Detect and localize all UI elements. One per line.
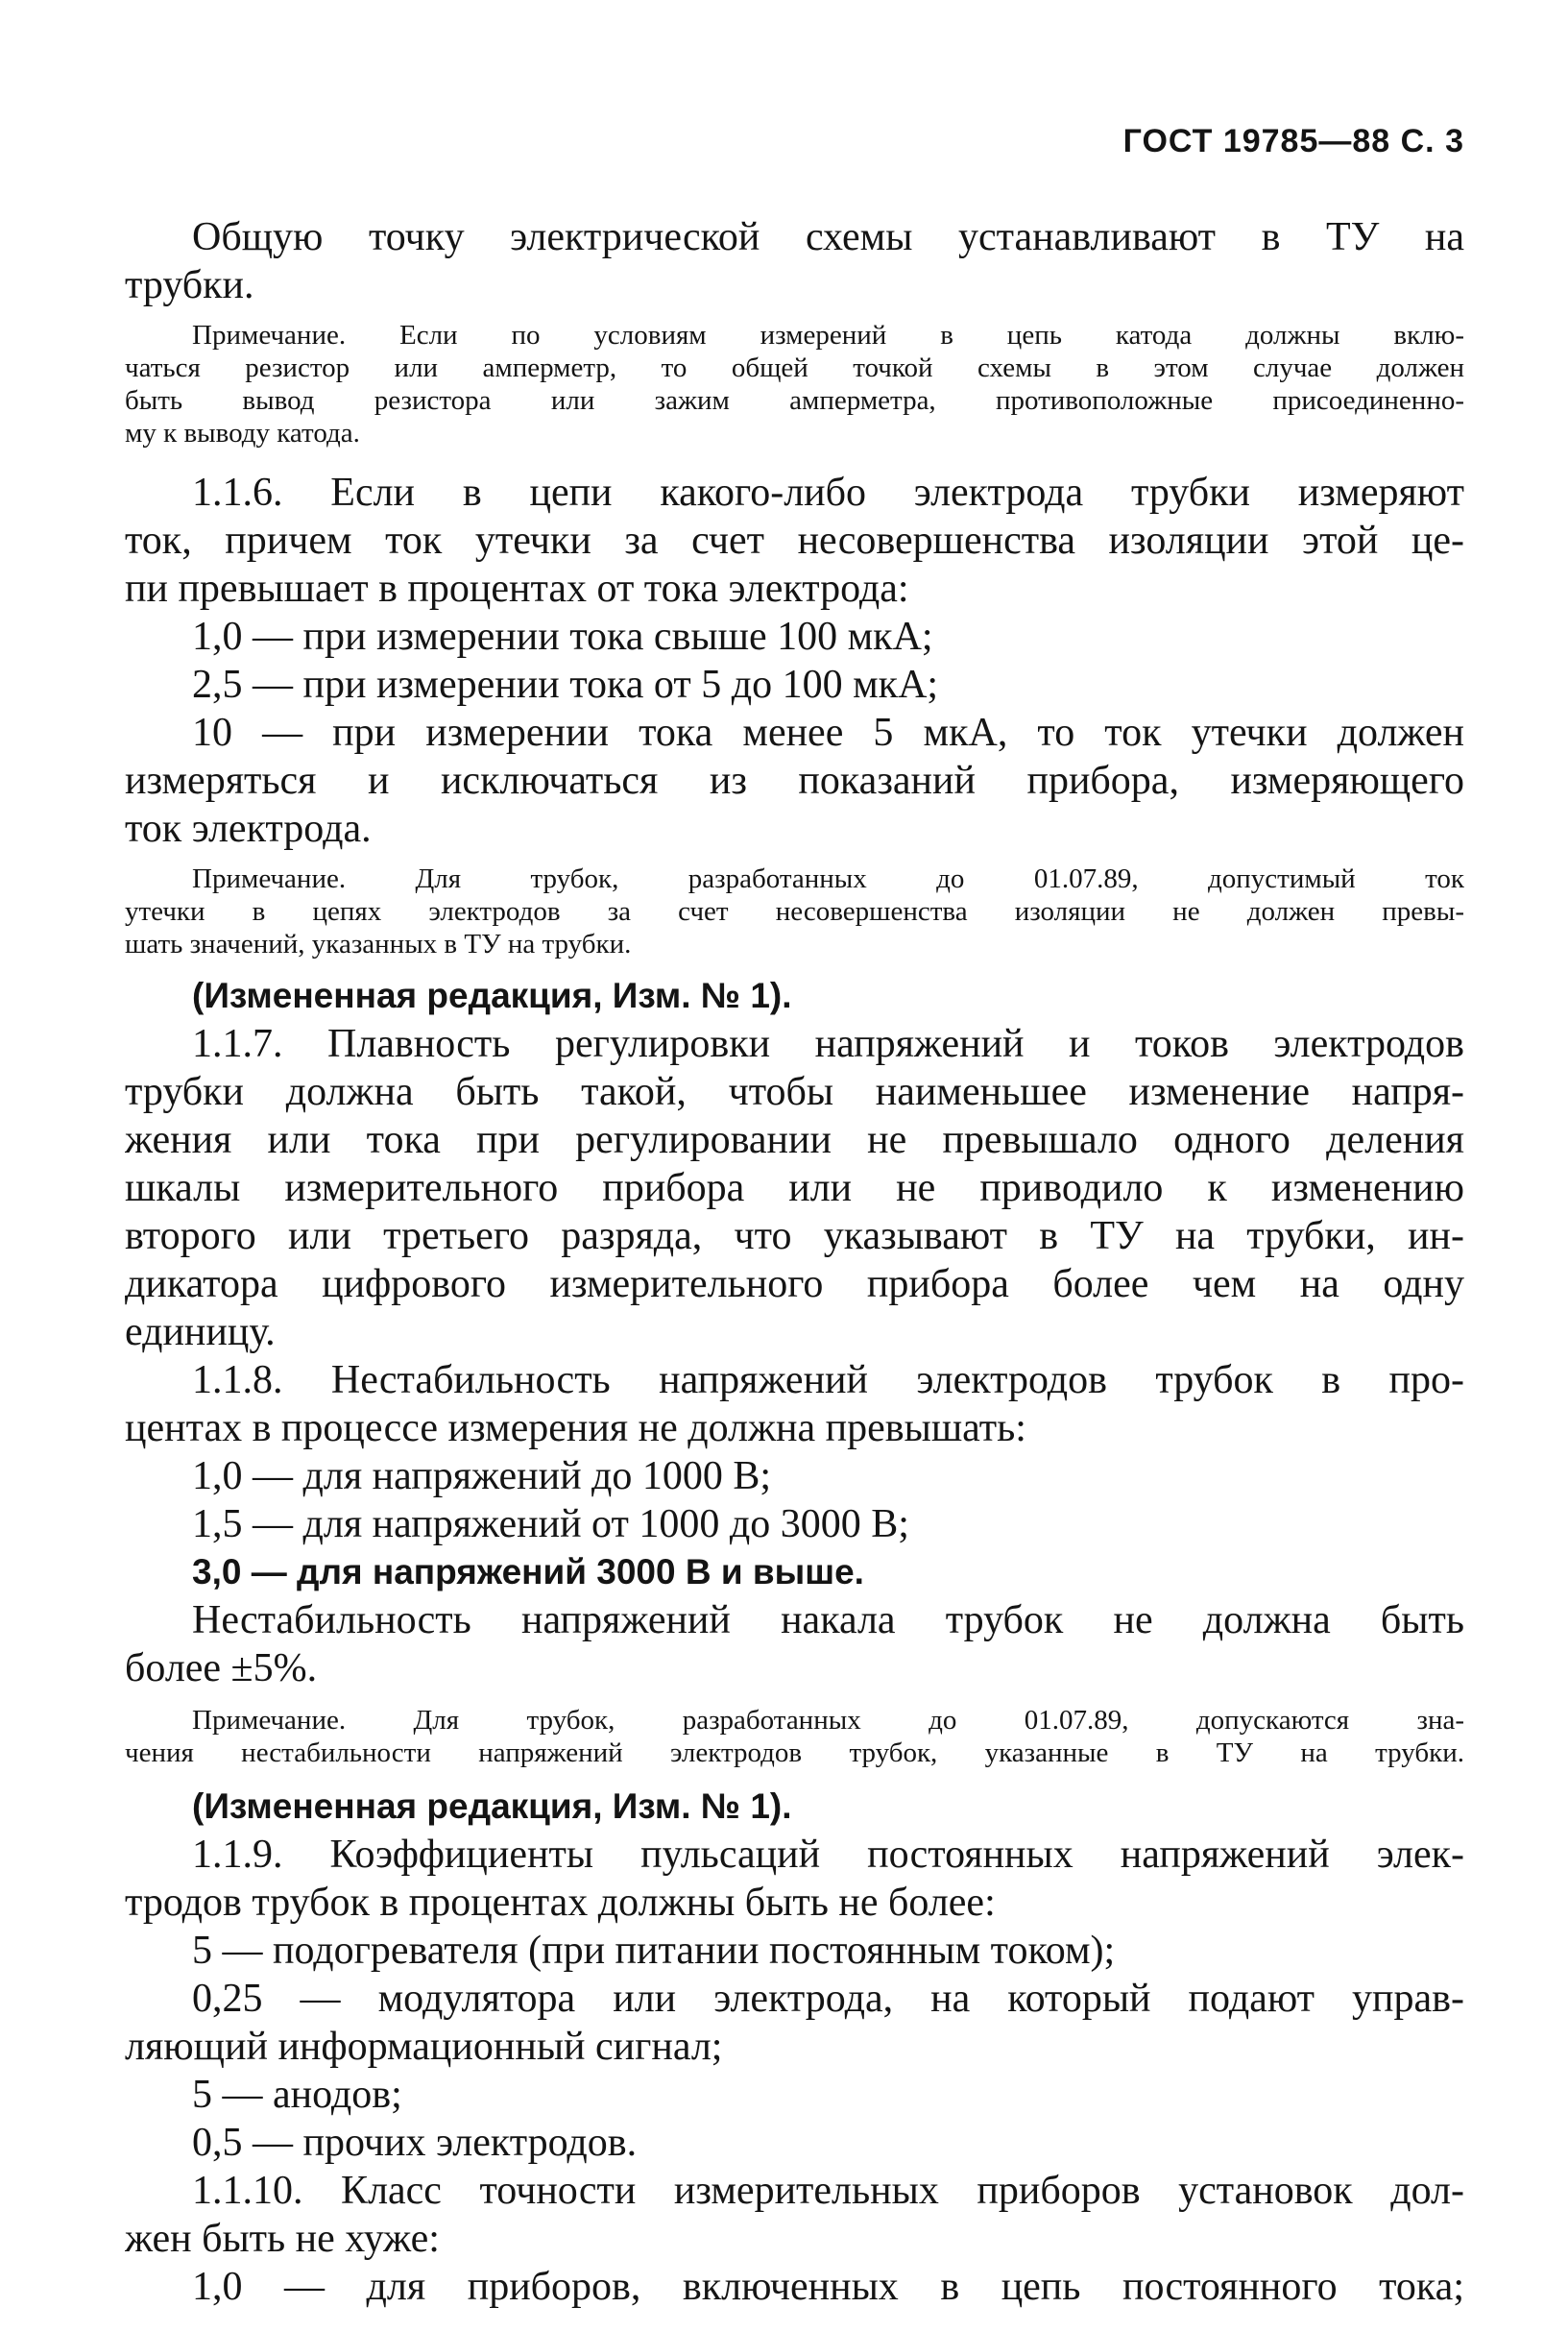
text-line: 3,0 — для напряжений 3000 В и выше. (192, 1552, 864, 1591)
text-line: центах в процессе измерения не должна превышать: (125, 1406, 1026, 1450)
text-line: (Измененная редакция, Изм. № 1). (192, 1786, 792, 1826)
text-line: чения нестабильности напряжений электродов трубок, указанные в ТУ на трубки. (125, 1737, 1464, 1768)
text-line: утечки в цепях электродов за счет несовершенства изоляции не должен превы- (125, 896, 1464, 927)
text-line: 1,0 — для напряжений до 1000 В; (192, 1454, 772, 1498)
text-line: 1,0 — для приборов, включенных в цепь постоянного тока; (192, 2265, 1464, 2309)
text-line: Общую точку электрической схемы устанавливают в ТУ на (192, 215, 1464, 259)
text-line: дикатора цифрового измерительного прибора более чем на одну (125, 1262, 1464, 1306)
text-line: ток электрода. (125, 807, 372, 851)
text-line: жения или тока при регулировании не превышало одного деления (125, 1118, 1464, 1162)
text-line: му к выводу катода. (125, 418, 360, 449)
text-line: Примечание. Если по условиям измерений в цепь катода должны вклю- (192, 320, 1464, 351)
text-line: ток, причем ток утечки за счет несовершенства изоляции этой це- (125, 519, 1464, 563)
text-line: 1.1.9. Коэффициенты пульсаций постоянных напряжений элек- (192, 1833, 1464, 1877)
text-line: измеряться и исключаться из показаний прибора, измеряющего (125, 759, 1464, 803)
text-line: шкалы измерительного прибора или не приводило к изменению (125, 1166, 1464, 1210)
text-line: тродов трубок в процентах должны быть не более: (125, 1881, 996, 1925)
text-line: второго или третьего разряда, что указывают в ТУ на трубки, ин- (125, 1214, 1464, 1258)
text-line: жен быть не хуже: (125, 2217, 440, 2261)
text-line: шать значений, указанных в ТУ на трубки. (125, 929, 632, 960)
text-line: 1.1.7. Плавность регулировки напряжений и токов электродов (192, 1022, 1464, 1066)
text-line: быть вывод резистора или зажим амперметра, противоположные присоединенно- (125, 385, 1464, 416)
text-line: более ±5%. (125, 1646, 318, 1690)
text-line: 2,5 — при измерении тока от 5 до 100 мкА; (192, 663, 939, 707)
text-line: единицу. (125, 1310, 276, 1354)
text-line: 1,5 — для напряжений от 1000 до 3000 В; (192, 1502, 909, 1546)
text-line: 5 — анодов; (192, 2073, 402, 2117)
text-line: Примечание. Для трубок, разработанных до 01.07.89, допустимый ток (192, 863, 1464, 894)
text-line: (Измененная редакция, Изм. № 1). (192, 976, 792, 1015)
text-line: 1.1.8. Нестабильность напряжений электродов трубок в про- (192, 1358, 1464, 1402)
text-line: 1.1.6. Если в цепи какого-либо электрода трубки измеряют (192, 471, 1464, 515)
text-line: 5 — подогревателя (при питании постоянным током); (192, 1929, 1116, 1973)
text-line: чаться резистор или амперметр, то общей точкой схемы в этом случае должен (125, 352, 1464, 383)
text-line: 0,5 — прочих электродов. (192, 2121, 638, 2165)
text-line: трубки. (125, 263, 254, 307)
text-line: трубки должна быть такой, чтобы наименьшее изменение напря- (125, 1070, 1464, 1114)
text-line: Примечание. Для трубок, разработанных до 01.07.89, допускаются зна- (192, 1705, 1464, 1736)
text-line: 0,25 — модулятора или электрода, на который подают управ- (192, 1977, 1464, 2021)
text-line: 10 — при измерении тока менее 5 мкА, то ток утечки должен (192, 711, 1464, 755)
text-line: ляющий информационный сигнал; (125, 2025, 723, 2069)
text-line: 1,0 — при измерении тока свыше 100 мкА; (192, 615, 933, 659)
text-line: Нестабильность напряжений накала трубок не должна быть (192, 1598, 1464, 1642)
text-line: пи превышает в процентах от тока электрода: (125, 567, 909, 611)
page-header: ГОСТ 19785—88 С. 3 (1122, 123, 1464, 159)
text-line: 1.1.10. Класс точности измерительных приборов установок дол- (192, 2169, 1464, 2213)
